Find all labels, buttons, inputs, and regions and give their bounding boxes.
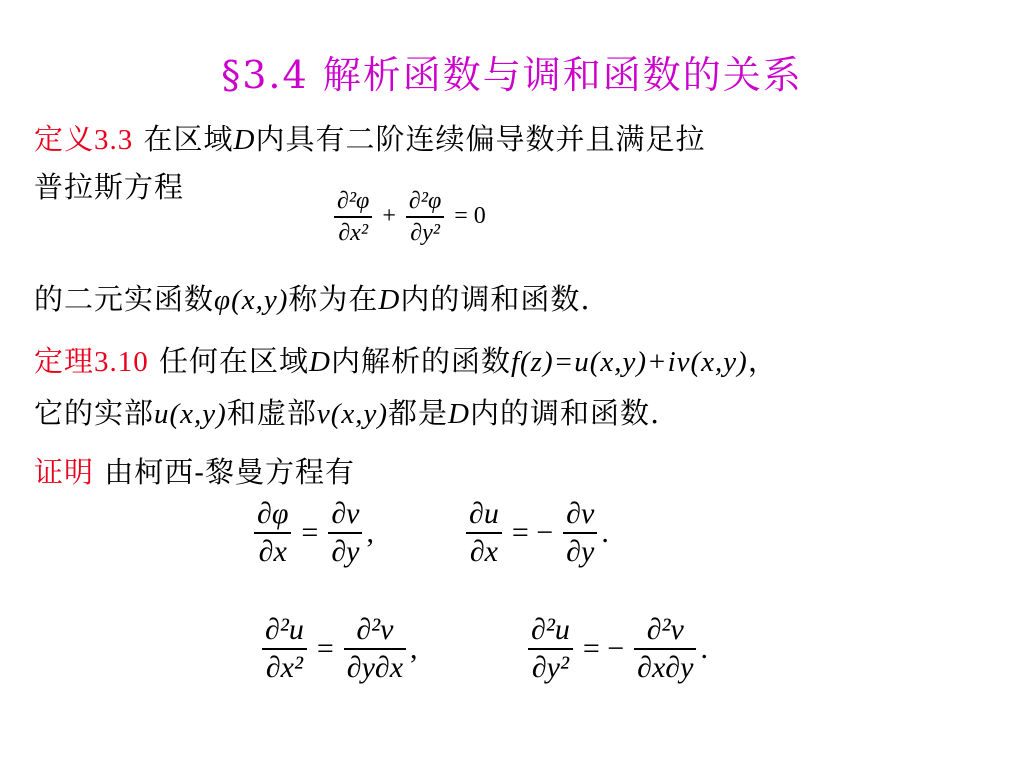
laplace-equation (330, 186, 492, 248)
domain-symbol: D (233, 124, 256, 156)
second-derivative-2: $\frac{\text{∂²u}}{\text{∂y²}}$ = − $\frac{\text{∂²v}}{\partial x\partial y}$ . (524, 612, 708, 686)
definition-line-1 (34, 122, 705, 157)
proof-text: 由柯西-黎曼方程有 (104, 455, 356, 489)
cauchy-riemann-2: $\frac{\partial u}{\partial x}$ = − $\frac{\partial v}{\partial y}$ . (462, 496, 609, 570)
cauchy-riemann-1: $\frac{\partial\varphi}{\partial x}$ = $\frac{\partial v}{\partial y}$ , (250, 496, 374, 570)
plus-sign: + (382, 203, 396, 230)
definition-label: 定义 (34, 122, 95, 156)
slide-title: §3.4 解析函数与调和函数的关系 (221, 53, 803, 97)
theorem-line-2: 它的实部u(x,y)和虚部v(x,y)都是D内的调和函数. (34, 396, 661, 430)
function-expression: f(z)=u(x,y)+iv(x,y) (510, 346, 748, 378)
proof-line (34, 455, 355, 489)
fraction: $\frac{\text{∂²φ}}{\text{∂x²}}$ (334, 186, 372, 248)
proof-label: 证明 (34, 455, 95, 489)
definition-text: 内具有二阶连续偏导数并且满足拉 (255, 122, 706, 156)
theorem-label: 定理 (34, 344, 95, 378)
phi-symbol: φ (214, 284, 232, 316)
definition-text: 在区域 (143, 122, 234, 156)
theorem-line-1: 定理3.10 任何在区域D内解析的函数f(z)=u(x,y)+iv(x,y)， (34, 344, 778, 378)
definition-line-2: 普拉斯方程 (34, 170, 185, 204)
definition-number: 3.3 (94, 124, 134, 156)
equation-rhs: = 0 (454, 203, 486, 230)
second-derivative-1: $\frac{\text{∂²u}}{\text{∂x²}}$ = $\frac{\text{∂²v}}{\partial y\partial x}$ , (258, 612, 418, 686)
definition-line-3: 的二元实函数φ(x,y)称为在D内的调和函数. (34, 282, 591, 316)
fraction: $\frac{\text{∂²φ}}{\text{∂y²}}$ (406, 186, 444, 248)
theorem-number: 3.10 (94, 346, 149, 378)
